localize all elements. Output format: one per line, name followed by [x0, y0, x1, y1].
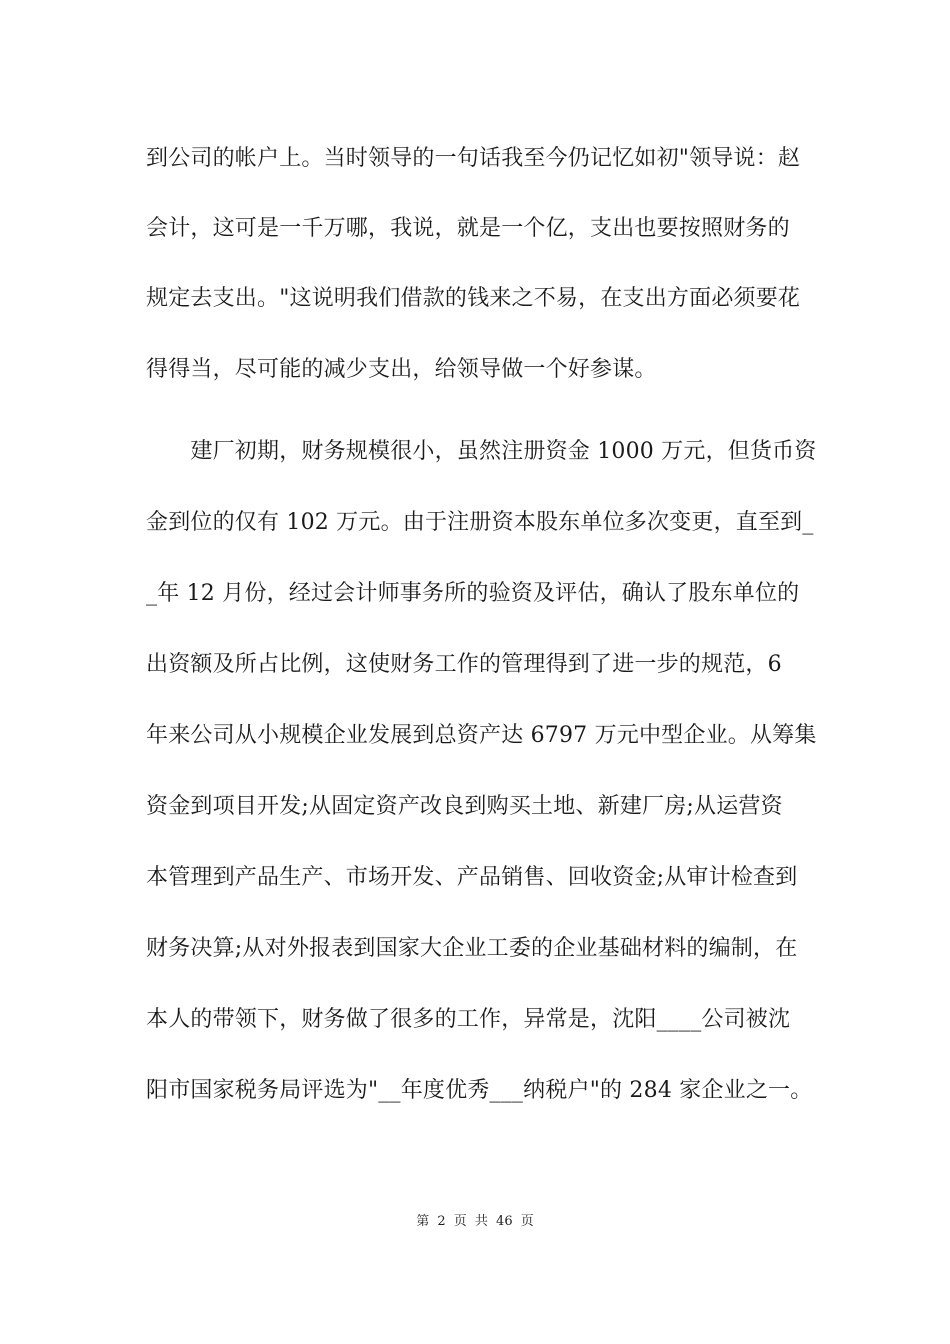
text-line-10: 资金到项目开发;从固定资产改良到购买土地、新建厂房;从运营资 [146, 794, 783, 819]
text-line-14: 阳市国家税务局评选为"__年度优秀___纳税户"的 284 家企业之一。 [146, 1078, 813, 1103]
text-line-9: 年来公司从小规模企业发展到总资产达 6797 万元中型企业。从筹集 [146, 723, 817, 748]
text-line-1: 到公司的帐户上。当时领导的一句话我至今仍记忆如初"领导说：赵 [146, 146, 801, 171]
text-line-7: _年 12 月份，经过会计师事务所的验资及评估，确认了股东单位的 [146, 581, 800, 606]
text-line-11: 本管理到产品生产、市场开发、产品销售、回收资金;从审计检查到 [146, 865, 798, 890]
page-footer: 第 2 页 共 46 页 [416, 1214, 534, 1229]
text-line-13: 本人的带领下，财务做了很多的工作，异常是，沈阳____公司被沈 [146, 1007, 791, 1032]
text-line-3: 规定去支出。"这说明我们借款的钱来之不易，在支出方面必须要花 [146, 286, 801, 311]
text-line-6: 金到位的仅有 102 万元。由于注册资本股东单位多次变更，直至到_ [146, 510, 814, 535]
text-line-5: 建厂初期，财务规模很小，虽然注册资金 1000 万元，但货币资 [146, 439, 817, 464]
text-line-12: 财务决算;从对外报表到国家大企业工委的企业基础材料的编制，在 [146, 936, 798, 961]
text-line-8: 出资额及所占比例，这使财务工作的管理得到了进一步的规范，6 [146, 652, 782, 677]
text-line-2: 会计，这可是一千万哪，我说，就是一个亿，支出也要按照财务的 [146, 216, 790, 241]
text-line-4: 得得当，尽可能的减少支出，给领导做一个好参谋。 [146, 357, 657, 382]
